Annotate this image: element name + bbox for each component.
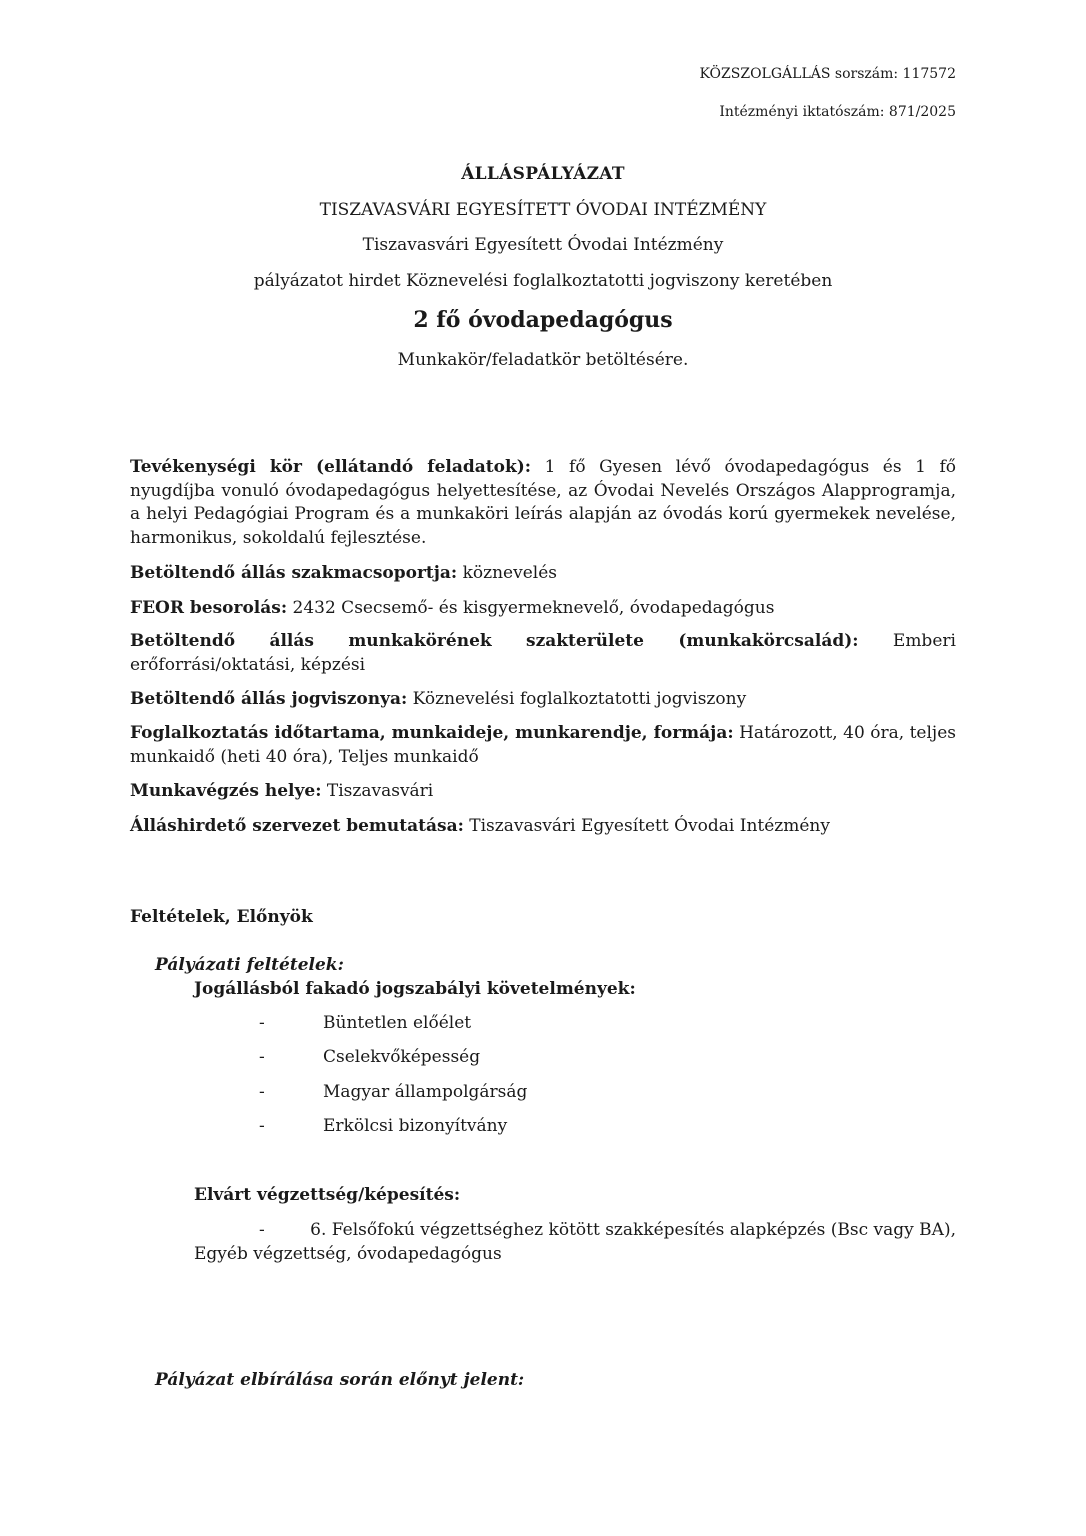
legal-requirements-heading: Jogállásból fakadó jogszabályi követelmények: (194, 979, 636, 999)
list-item-text: Büntetlen előélet (323, 1013, 472, 1033)
field-munkavegzes-helye (130, 780, 956, 804)
field-label-word: munkakörének (348, 631, 492, 651)
field-value: Határozott, 40 óra, teljes munkaidő (heti 40 óra), Teljes munkaidő (130, 723, 956, 767)
field-tevekenysegi-kor (130, 456, 956, 550)
field-feor (130, 597, 956, 621)
institution-file-number: Intézményi iktatószám: 871/2025 (719, 104, 956, 120)
organization-upper: TISZAVASVÁRI EGYESÍTETT ÓVODAI INTÉZMÉNY (319, 200, 767, 220)
list-item-text: Cselekvőképesség (323, 1047, 481, 1067)
list-dash: - (259, 1220, 265, 1240)
education-requirement (194, 1219, 956, 1266)
field-label-word: állás (269, 631, 314, 651)
list-dash: - (259, 1116, 265, 1136)
field-value: erőforrási/oktatási, képzési (130, 654, 366, 675)
field-szervezet (130, 815, 956, 839)
field-szakmacsoport (130, 562, 956, 586)
announcement-text: pályázatot hirdet Köznevelési foglalkoztatotti jogviszony keretében (253, 271, 833, 291)
list-item (259, 1116, 507, 1136)
organization-name: Tiszavasvári Egyesített Óvodai Intézmény (362, 235, 724, 255)
education-heading: Elvárt végzettség/képesítés: (194, 1185, 461, 1205)
field-label-word: Betöltendő (130, 631, 236, 651)
field-label-word: (munkakörcsalád): (678, 631, 859, 651)
list-item-text: Erkölcsi bizonyítvány (323, 1116, 508, 1136)
field-label-word: szakterülete (526, 631, 644, 651)
list-item (259, 1013, 471, 1033)
field-label: Tevékenységi kör (ellátandó feladatok): (130, 457, 532, 477)
field-value: 2432 Csecsemő- és kisgyermeknevelő, óvodapedagógus (292, 598, 775, 618)
field-label: Munkavégzés helye: (130, 781, 322, 801)
list-item (259, 1047, 480, 1067)
field-value: Tiszavasvári (326, 781, 434, 801)
field-value: 1 fő Gyesen lévő óvodapedagógus és 1 fő nyugdíjba vonuló óvodapedagógus helyettesítése, az Óvodai Nevelés Országos Alapprogramja, a helyi Pedagógiai Program és a munkaköri leírás alapján az óvodás korú gyermekek nevelése, harmonikus, sokoldalú fejlesztése. (130, 457, 957, 548)
field-label: Betöltendő állás jogviszonya: (130, 689, 408, 709)
education-text: 6. Felsőfokú végzettséghez kötött szakképesítés alapképzés (Bsc vagy BA), (310, 1220, 956, 1240)
field-idotartam (130, 722, 956, 769)
document-title: ÁLLÁSPÁLYÁZAT (461, 164, 625, 184)
field-value: Tiszavasvári Egyesített Óvodai Intézmény (469, 816, 830, 836)
advantages-heading: Pályázat elbírálása során előnyt jelent: (155, 1370, 525, 1390)
list-dash: - (259, 1047, 265, 1067)
list-dash: - (259, 1013, 265, 1033)
kozszolgallas-number: KÖZSZOLGÁLLÁS sorszám: 117572 (699, 66, 956, 82)
position-title: 2 fő óvodapedagógus (413, 307, 673, 333)
position-subtitle: Munkakör/feladatkör betöltésére. (397, 350, 689, 370)
conditions-heading: Feltételek, Előnyök (130, 907, 313, 927)
field-label: Betöltendő állás szakmacsoportja: (130, 563, 458, 583)
field-jogviszony (130, 688, 956, 712)
field-label: FEOR besorolás: (130, 598, 288, 618)
field-value: Köznevelési foglalkoztatotti jogviszony (412, 689, 747, 709)
field-label: Álláshirdető szervezet bemutatása: (130, 816, 464, 836)
field-value: Emberi (892, 631, 956, 651)
education-text-cont: Egyéb végzettség, óvodapedagógus (194, 1243, 502, 1264)
list-item-text: Magyar állampolgárság (323, 1082, 528, 1102)
field-szakterulet (130, 630, 956, 677)
field-label: Foglalkoztatás időtartama, munkaideje, munkarendje, formája: (130, 723, 734, 743)
field-value: köznevelés (462, 563, 557, 583)
list-item (259, 1082, 527, 1102)
list-dash: - (259, 1082, 265, 1102)
application-conditions-heading: Pályázati feltételek: (155, 955, 344, 975)
